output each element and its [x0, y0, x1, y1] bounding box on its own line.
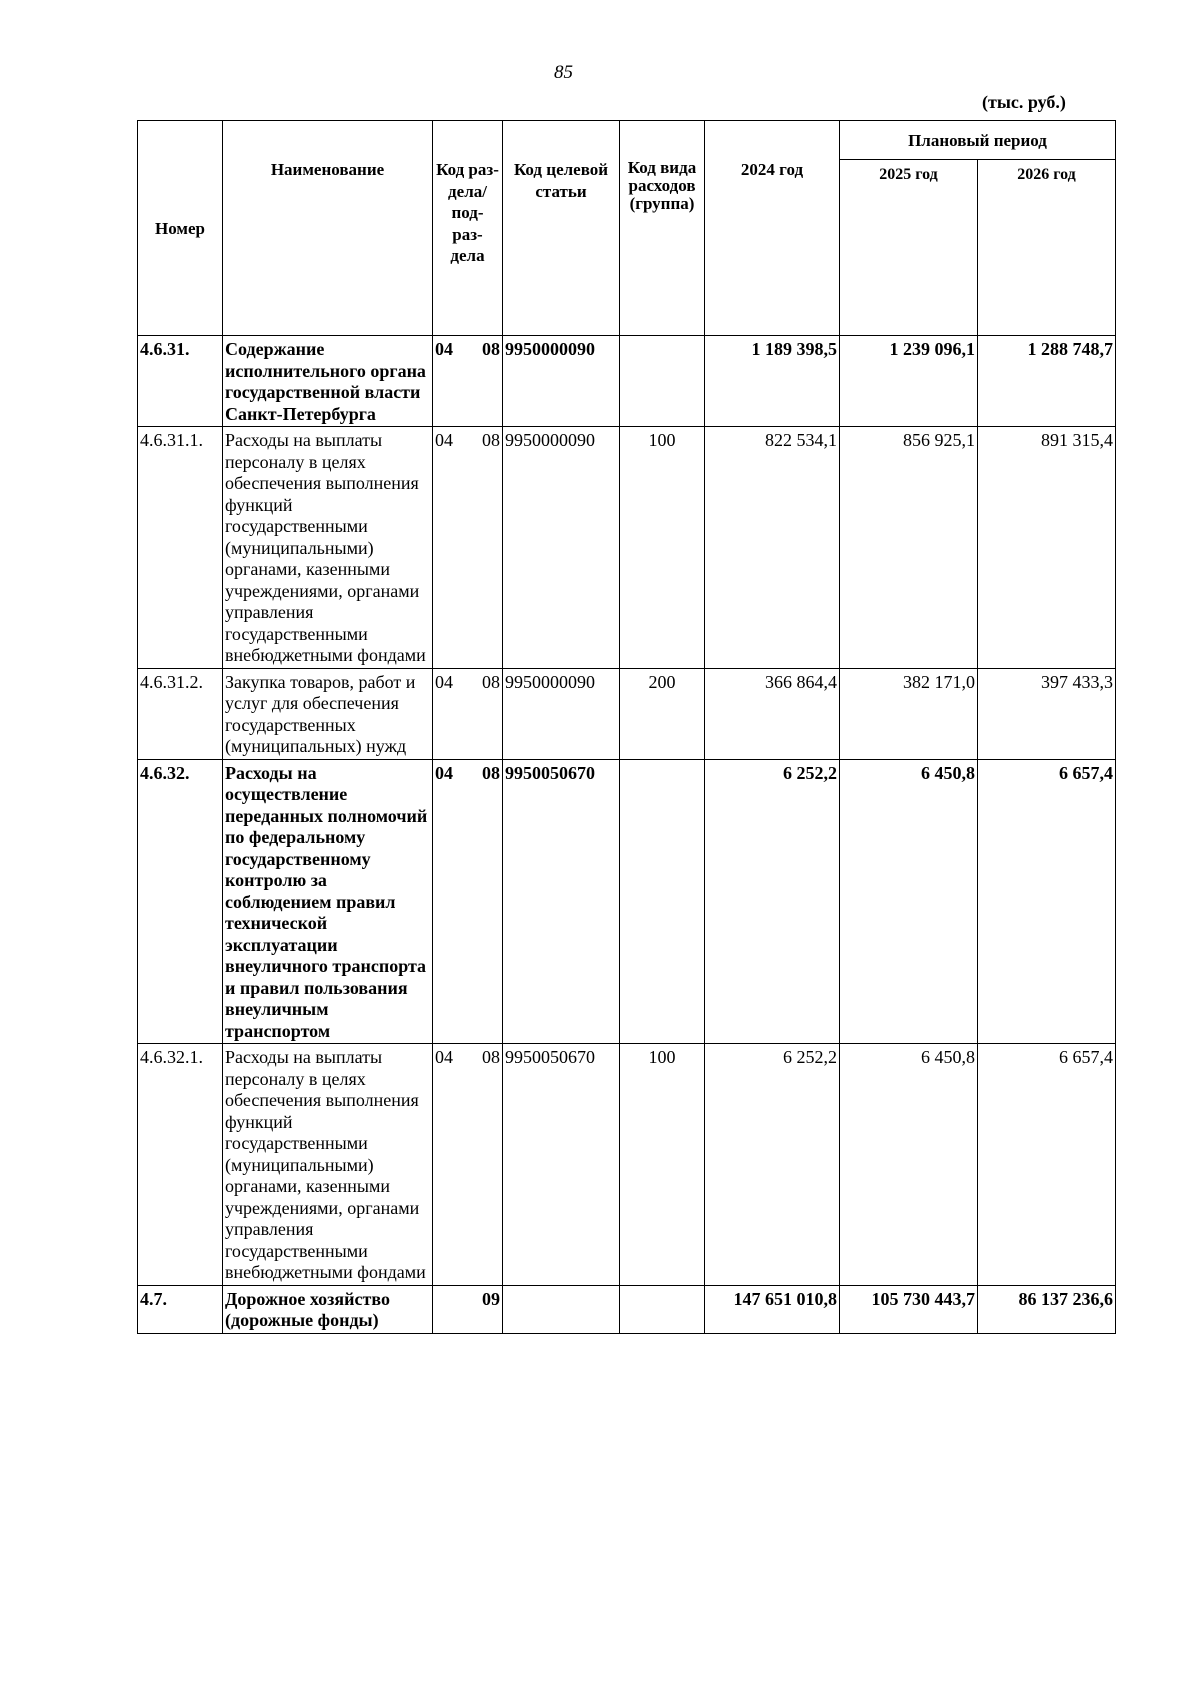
cell-2025: 6 450,8 [840, 1044, 978, 1286]
razdel-code: 04 [435, 671, 453, 692]
table-row [138, 668, 1116, 759]
cell-vid-raskhodov: 100 [620, 1044, 705, 1286]
header-year-2026: 2026 год [978, 160, 1116, 336]
units-label: (тыс. руб.) [982, 92, 1066, 112]
cell-razdel-podrazdel [433, 759, 503, 1044]
table-header [138, 121, 1116, 336]
cell-tselevaya-statya: 9950000090 [503, 336, 620, 427]
cell-2025: 105 730 443,7 [840, 1285, 978, 1333]
cell-2026: 6 657,4 [978, 759, 1116, 1044]
cell-razdel-podrazdel [433, 1044, 503, 1286]
header-kod-tselevoy-stati: Код целевой статьи [503, 121, 620, 336]
table-row [138, 759, 1116, 1044]
cell-razdel-podrazdel [433, 427, 503, 669]
table-row [138, 1044, 1116, 1286]
cell-2024: 822 534,1 [705, 427, 840, 669]
cell-vid-raskhodov [620, 759, 705, 1044]
cell-naimenovanie: Закупка товаров, работ и услуг для обеспечения государственных (муниципальных) нужд [223, 668, 433, 759]
cell-2026: 1 288 748,7 [978, 336, 1116, 427]
header-planovyi-period: Плановый период [840, 121, 1116, 160]
cell-2026: 891 315,4 [978, 427, 1116, 669]
budget-table [137, 120, 1116, 1334]
table-row [138, 427, 1116, 669]
cell-2025: 1 239 096,1 [840, 336, 978, 427]
cell-nomer: 4.6.32.1. [138, 1044, 223, 1286]
cell-2024: 147 651 010,8 [705, 1285, 840, 1333]
cell-naimenovanie: Расходы на выплаты персоналу в целях обеспечения выполнения функций государственными (муниципальными) органами, казенными учреждениями, органами управления государственными внебюджетными фондами [223, 427, 433, 669]
cell-nomer: 4.6.31.2. [138, 668, 223, 759]
cell-razdel-podrazdel [433, 668, 503, 759]
table-body [138, 336, 1116, 1334]
cell-2025: 382 171,0 [840, 668, 978, 759]
header-nomer: Номер [138, 121, 223, 336]
cell-nomer: 4.7. [138, 1285, 223, 1333]
cell-2024: 6 252,2 [705, 1044, 840, 1286]
page-number: 85 [554, 62, 573, 83]
cell-vid-raskhodov [620, 336, 705, 427]
cell-nomer: 4.6.32. [138, 759, 223, 1044]
cell-naimenovanie: Расходы на осуществление переданных полномочий по федеральному государственному контролю за соблюдением правил технической эксплуатации внеуличного транспорта и правил пользования внеуличным транспортом [223, 759, 433, 1044]
razdel-code: 04 [435, 339, 453, 359]
podrazdel-code: 08 [482, 762, 500, 783]
header-year-2025: 2025 год [840, 160, 978, 336]
cell-naimenovanie: Расходы на выплаты персоналу в целях обеспечения выполнения функций государственными (муниципальными) органами, казенными учреждениями, органами управления государственными внебюджетными фондами [223, 1044, 433, 1286]
razdel-code: 04 [435, 430, 453, 450]
cell-tselevaya-statya: 9950050670 [503, 759, 620, 1044]
cell-vid-raskhodov [620, 1285, 705, 1333]
cell-2024: 6 252,2 [705, 759, 840, 1044]
cell-2025: 6 450,8 [840, 759, 978, 1044]
cell-2026: 6 657,4 [978, 1044, 1116, 1286]
cell-nomer: 4.6.31.1. [138, 427, 223, 669]
razdel-code: 04 [435, 762, 453, 783]
cell-naimenovanie: Содержание исполнительного органа государственной власти Санкт-Петербурга [223, 336, 433, 427]
cell-vid-raskhodov: 200 [620, 668, 705, 759]
table-row [138, 1285, 1116, 1333]
cell-nomer: 4.6.31. [138, 336, 223, 427]
podrazdel-code: 08 [482, 339, 500, 359]
razdel-code: 04 [435, 1047, 453, 1067]
cell-2024: 1 189 398,5 [705, 336, 840, 427]
header-kod-razdela: Код раз- дела/ под- раз- дела [433, 121, 503, 336]
cell-2026: 397 433,3 [978, 668, 1116, 759]
cell-vid-raskhodov: 100 [620, 427, 705, 669]
header-year-2024: 2024 год [705, 121, 840, 336]
table-row [138, 336, 1116, 427]
header-kod-vida-raskhodov: Код вида расходов (группа) [620, 121, 705, 336]
cell-tselevaya-statya: 9950050670 [503, 1044, 620, 1286]
podrazdel-code: 08 [482, 1047, 500, 1067]
podrazdel-code: 08 [482, 671, 500, 692]
cell-tselevaya-statya: 9950000090 [503, 668, 620, 759]
cell-razdel-podrazdel [433, 1285, 503, 1333]
cell-tselevaya-statya: 9950000090 [503, 427, 620, 669]
cell-2025: 856 925,1 [840, 427, 978, 669]
cell-2026: 86 137 236,6 [978, 1285, 1116, 1333]
podrazdel-code: 08 [482, 430, 500, 450]
podrazdel-code: 09 [482, 1288, 500, 1309]
cell-tselevaya-statya [503, 1285, 620, 1333]
header-naimenovanie: Наименование [223, 121, 433, 336]
cell-naimenovanie: Дорожное хозяйство (дорожные фонды) [223, 1285, 433, 1333]
cell-razdel-podrazdel [433, 336, 503, 427]
cell-2024: 366 864,4 [705, 668, 840, 759]
